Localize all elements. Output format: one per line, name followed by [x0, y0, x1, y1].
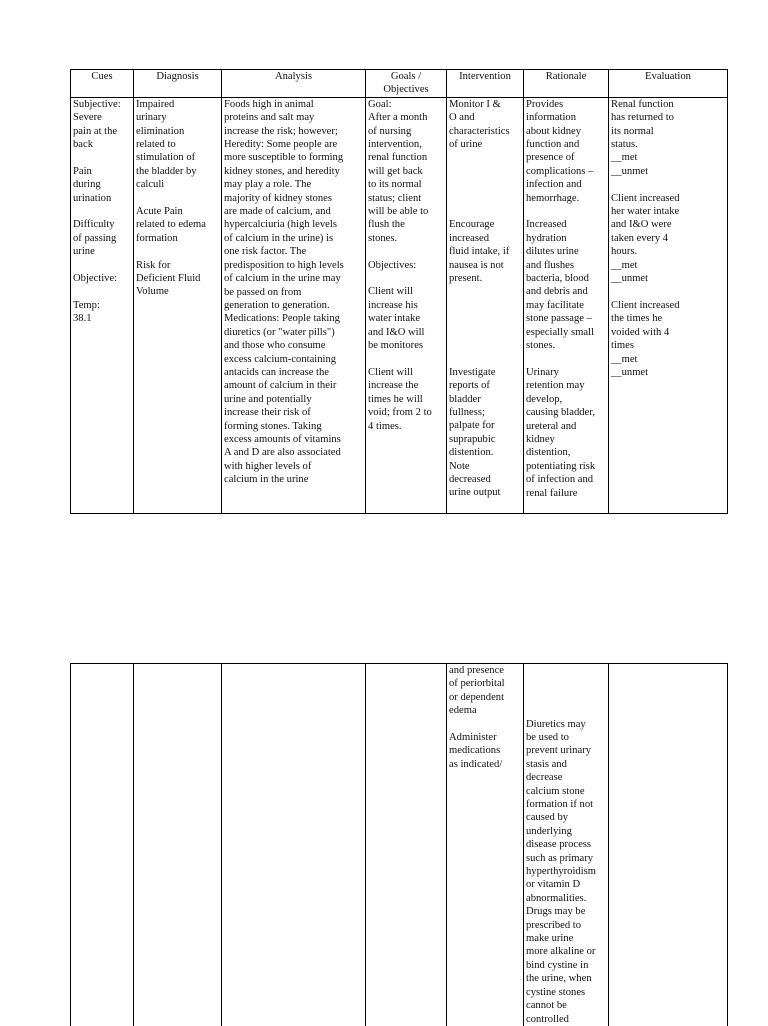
intervention-cell-continued	[447, 664, 524, 1026]
cues-difficulty-urine: Difficulty of passing urine	[73, 219, 117, 258]
cues-subjective: Subjective: Severe pain at the back	[73, 98, 121, 151]
intervention-cell	[447, 97, 524, 513]
rationale-kidney-function: Provides information about kidney function and presence of complications – infection and hemorrhage.	[526, 98, 594, 204]
rationale-urinary-retention: Urinary retention may develop, causing bladder, ureteral and kidney distention, potentiating risk of infection and renal failure	[526, 366, 596, 499]
rationale-cell	[524, 97, 609, 513]
objective-void-times: Client will increase the times he will void; from 2 to 4 times.	[368, 366, 432, 432]
objective-water-intake: Client will increase his water intake and I&O will be monitores	[368, 286, 425, 352]
analysis-text: Foods high in animal proteins and salt may increase the risk; however; Heredity: Some people are more susceptible to forming kidney stones, and heredity may play a role. The majority of kidney stones are made of calcium, and hypercalciuria (high levels of calcium in the urine) is one risk factor. The predisposition to high levels of calcium in the urine may be passed on from generation to generation. Medications: People taking diuretics (or "water pills") and those who consume excess calcium-containing antacids can increase the amount of calcium in their urine and potentially increase their risk of forming stones. Taking excess amounts of vitamins A and D are also associated with higher levels of calcium in the urine	[224, 98, 344, 486]
goal-text: Goal: After a month of nursing intervention, renal function will get back to its normal status; client will be able to flush the stones.	[368, 98, 429, 244]
diagnosis-fluid-volume: Risk for Deficient Fluid Volume	[136, 259, 201, 298]
diagnosis-acute-pain: Acute Pain related to edema formation	[136, 206, 206, 244]
evaluation-renal-function: Renal function has returned to its normal status. __met __unmet	[611, 98, 674, 177]
evaluation-water-intake: Client increased her water intake and I&O were taken every 4 hours. __met __unmet	[611, 192, 680, 285]
evaluation-cell-continued	[609, 664, 728, 1026]
header-evaluation: Evaluation	[609, 70, 728, 98]
header-diagnosis: Diagnosis	[134, 70, 222, 98]
evaluation-cell	[609, 97, 728, 513]
cues-objective: Objective:	[73, 273, 118, 285]
intervention-administer-medications: Administer medications as indicated/	[449, 732, 503, 770]
diagnosis-cell-continued	[134, 664, 222, 1026]
goals-cell	[366, 97, 447, 513]
table-row	[71, 664, 728, 1026]
goals-cell-continued	[366, 664, 447, 1026]
objectives-label: Objectives:	[368, 259, 417, 271]
cues-cell-continued	[71, 664, 134, 1026]
intervention-edema: and presence of periorbital or dependent edema	[449, 665, 505, 717]
diagnosis-cell	[134, 97, 222, 513]
diagnosis-urinary-elimination: Impaired urinary elimination related to stimulation of the bladder by calculi	[136, 98, 197, 191]
header-goals-objectives: Goals / Objectives	[366, 70, 447, 98]
evaluation-void-times: Client increased the times he voided with 4 times __met __unmet	[611, 299, 680, 378]
header-intervention: Intervention	[447, 70, 524, 98]
intervention-bladder-fullness: Investigate reports of bladder fullness; palpate for suprapubic distention. Note decreased urine output	[449, 366, 501, 499]
care-plan-table-page-2	[70, 663, 728, 1026]
header-analysis: Analysis	[222, 70, 366, 98]
cues-cell	[71, 97, 134, 513]
header-row	[71, 70, 728, 98]
rationale-cell-continued	[524, 664, 609, 1026]
header-rationale: Rationale	[524, 70, 609, 98]
rationale-hydration: Increased hydration dilutes urine and flushes bacteria, blood and debris and may facilitate stone passage – especially small stones.	[526, 219, 594, 352]
header-cues: Cues	[71, 70, 134, 98]
care-plan-table-page-1	[70, 69, 728, 514]
intervention-monitor-io: Monitor I & O and characteristics of urine	[449, 98, 510, 151]
analysis-cell	[222, 97, 366, 513]
table-row	[71, 97, 728, 513]
intervention-fluid-intake: Encourage increased fluid intake, if nausea is not present.	[449, 219, 510, 285]
analysis-cell-continued	[222, 664, 366, 1026]
cues-pain-urination: Pain during urination	[73, 165, 112, 204]
cues-temp: Temp: 38.1	[73, 299, 100, 325]
rationale-diuretics: Diuretics may be used to prevent urinary stasis and decrease calcium stone formation if not caused by underlying disease process such as primary hyperthyroidism or vitamin D abnormalities. Drugs may be prescribed to make urine more alkaline or bind cystine in the urine, when cystine stones cannot be controlled	[526, 718, 597, 1025]
